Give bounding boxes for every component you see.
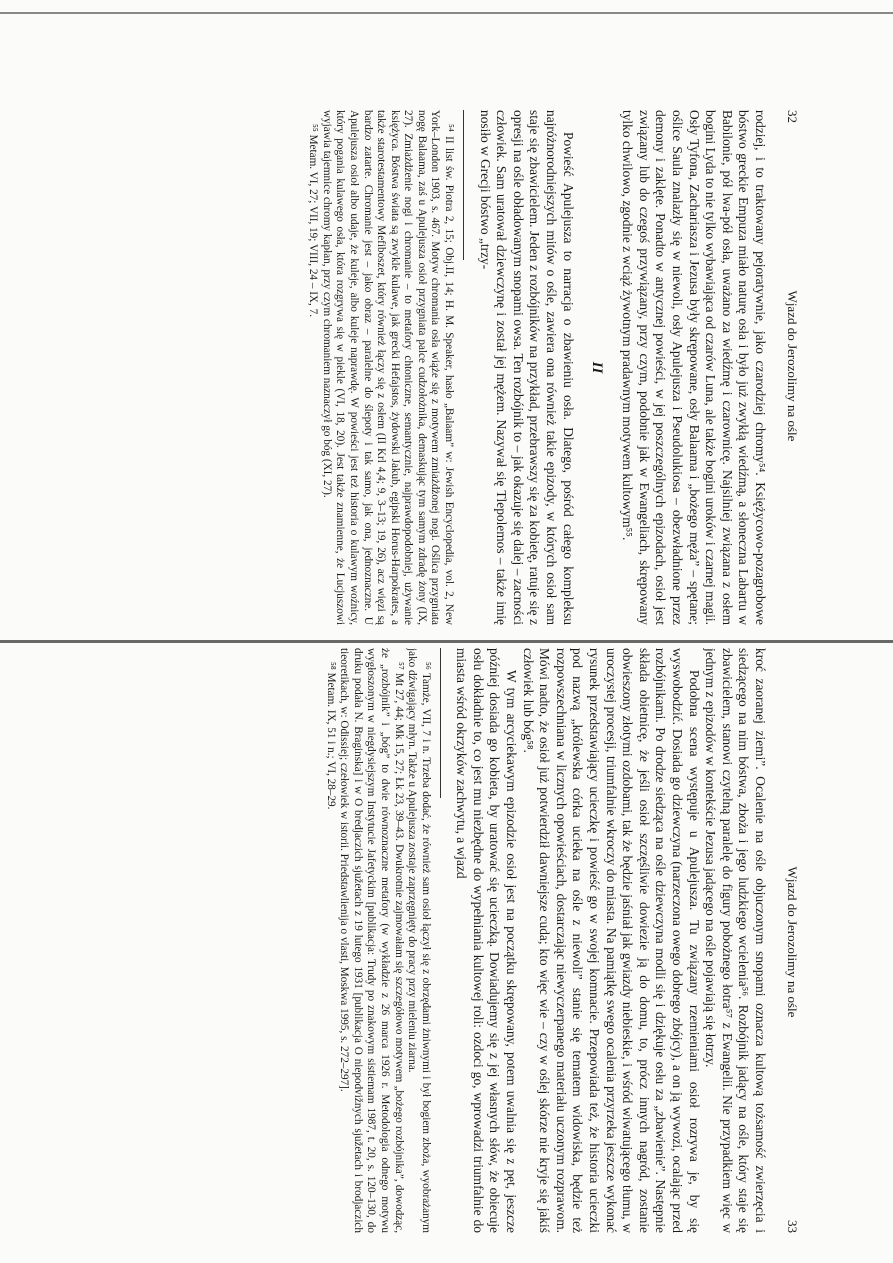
running-head-title: Wjazd do Jerozolimy na ośle (785, 290, 800, 442)
running-head (782, 110, 800, 625)
footnotes (323, 648, 432, 1233)
page-number: 32 (785, 110, 800, 123)
main-text (453, 648, 768, 1233)
paragraph: kroć zaoranej ziemi”. Ocalenie na ośle objuczonym snopami oznacza kultową tożsamość zwierzęcia i siedzącego na nim bóstwa, zboża i jego ludzkiego wcielenia⁵⁶. Rozbójnik jadący na ośle, który staje się zbawicielem, stanowi czytelną paralelę do figury pobożnego łotra⁵⁷ z Ewangelii. Nie przypadkiem więc w jednym z epizodów w kontekście Jezusa jadącego na ośle pojawiają się łotrzy. (703, 648, 768, 1233)
running-head (782, 648, 800, 1233)
paragraph: Powieść Apulejusza to narracja o zbawieniu osła. Dlatego, pośród całego kompleksu najróżnorodniejszych mitów o ośle, zawiera ona również takie epizody, w których osioł sam staje się zbawicielem. Jeden z rozbójników na przykład, przebrawszy się za kobietę, ratuje się z opresji na ośle obładowanym snopami owsa. Ten rozbójnik to – jak okazuje się dalej – zacności człowiek. Sam uratował dziewczynę i został jej mężem. Nazywał się Tlepolemos – także imię nosiło w Grecji bóstwo „trzy- (477, 110, 576, 625)
footnotes (306, 110, 456, 625)
page-33 (95, 648, 800, 1233)
paragraph: W tym arcyciekawym epizodzie osioł jest na początku skrępowany, potem uwalnia się z pęt, jeszcze później dosiada go kobieta, by uratować się ucieczką. Dowiadujemy się z jej własnych słów, że obiecuje osłu dokładnie to, co jest mu niezbędne do wypełniania kultowej roli: ozdoci go, wprowadzi triumfalnie do miasta wśród okrzyków zachwytu, a wjazd (454, 648, 520, 1233)
footnote-rule (463, 110, 464, 260)
page-number: 33 (785, 1220, 800, 1233)
footnote-58: ⁵⁸ Metam. IX, 51 i n.; VI, 28–29. (324, 662, 337, 810)
footnote-55: ⁵⁵ Metam. VI, 27; VII, 19; VIII, 24 – IX, 7. (307, 124, 320, 317)
running-head-title: Wjazd do Jerozolimy na ośle (785, 866, 800, 1018)
main-text (476, 110, 768, 625)
section-heading: II (588, 361, 605, 374)
paragraph: rodziej, i to traktowany pejoratywnie, jako czarodziej chromy⁵⁴. Księżycowo-pozagrobowe bóstwo greckie Empuza miało naturę osła i było już zwykłą wiedźmą, a słoneczna Labartu w Babilonie, pół lwa-pół osła, uważano za wiedźmę i czarownicę. Najsilniej związana z osłem bogini Lyda to nie tylko wybawiająca od czarów Luna, ale także bogini uroków i czarnej magii. Osły Tyfona, Zachariasza i Jezusa były skrępowane, osły Balaama i „bożego męża” – spętane; oślice Saula znalazły się w niewoli, osły Apulejusza i Pseudolukiosa – obezwładnione przez demony i zaklęte. Ponadto w antycznej powieści, w jej poszczególnych epizodach, osioł jest związany lub do czegoś przywiązany, przy czym, podobnie jak w Ewangeliach, skrępowany tylko chwilowo, zgodnie z wciąż żywotnym pradawnym motywem kultowym⁵⁵. (620, 110, 768, 625)
footnote-56: ⁵⁶ Tamże, VII, 7 i n. Trzeba dodać, że również sam osioł łączył się z obrzędami żniwnymi i był bogiem zboża, wyobrażanym jako dźwigający młyn. Także u Apulejusza zostaje zaprzęgnięty do pracy przy mieleniu ziarna. (406, 648, 432, 1233)
footnote-rule (440, 648, 441, 798)
scan-artifact-middle (0, 640, 893, 643)
page-32 (95, 110, 800, 625)
scan-artifact-top (0, 12, 893, 14)
footnote-57: ⁵⁷ Mt 27, 44; Mk 15, 27; Łk 23, 39–43. Dwukrotnie zajmowałam się szczegółowo motywem „bożego rozbójnika”, dowodząc, że „rozbójnik” i „bóg” to dwie równoznaczne metafory (w wykładzie z 26 marca 1926 r. Metodologia odnego motywu wygłoszonym w niegdysiejszym Instytucie Jafetyckim [publikacja: Trudy po znakowym sistiemam 1987, t. 20, s. 120–130, do druku podała N. Braginska] i w O bredjaczich sjužetach z 19 lutego 1931 [publikacja O niepodvižnych sjužetach i brodjaczich tieoretikach, w: Odissiej; czełowiek w istorii. Priedstawlienija o vlasti, Moskwa 1995, s. 272–297]. (338, 648, 405, 1233)
paragraph: Podobna scena występuje u Apulejusza. Tu związany rzemieniami osioł rozrywa je, by się wyswobodzić. Dosiada go dziewczyna (narzeczona owego dobrego zbójcy), a on ją wywozi, ocalając przed rozbójnikami. Po drodze siedząca na ośle dziewczyna modli się i dziękuje osłu za „zbawienie”. Następnie składa obietnicę, że jeśli osioł szczęśliwie dowiezie ją do domu, to, prócz innych nagród, zostanie obwieszony złotymi ozdobami, tak że będzie jaśniał jak gwiazdy niebieskie, i wśród wiwatującego tłumu, w uroczystej procesji, triumfalnie wkroczy do miasta. Na pamiątkę swego ocalenia przyrzeka jeszcze wykonać rysunek przedstawiający ucieczkę i powieść go w swojej komnacie. Przepowiada też, że historia ucieczki pod nazwą „królewska córka ucieka na ośle z niewoli” stanie się tematem widowiska, będzie też rozpowszechniana w licznych opowieściach, dostarczając niewyczerpanego materiału uczonym rozprawom. Mówi nadto, że osioł już potwierdził dawniejsze cuda; kto więc wie – czy w oślej skórze nie kryje się jakiś człowiek lub bóg⁵⁸. (520, 648, 702, 1233)
footnote-54: ⁵⁴ II list św. Piotra 2, 15; Obj.II, 14; H. M. Speaker, hasło „Balaam” w: Jewish Encyclopedia, vol. 2, New York–London 1903, s. 467. Motyw chromania osła wiąże się z motywem zmiażdżonej nogi. Oślica przygniata nogę Balaama, zaś u Apulejusza osioł przygniata palce cudzołożnika, demaskując tym samym zdradę żony (IX, 27). Zmiażdżenie nogi i chromanie – to metafory chtoniczne, semantycznie, najprawdopodobniej, używanie księżyca. Bóstwa świata są zwykle kulawe, jak grecki Hefajstos, żydowski Jakub, egipski Horus-Harpokrates, a także starotestamentowy Mefiboszet, który również łączy się z osłem (II Krl 4,4; 9, 3–13; 19, 26), acz więzi są bardzo zatarte. Chromanie jest – jako obraz – paralelne do ślepoty i tak samo, jak ona, jednoznaczne. U Apulejusza osioł albo udaje, że kuleje, albo kuleje naprawdę. W powieści jest też historia o kulawym woźnicy, który pogania kulawego osła, która rozgrywa się w piekle (VI, 18, 20). Jest także znamienne, że Lucjuszowi wyjawia tajemnice chromy kapłan, przy czym chromaniem naznaczył go bóg (XI, 27). (320, 110, 456, 625)
